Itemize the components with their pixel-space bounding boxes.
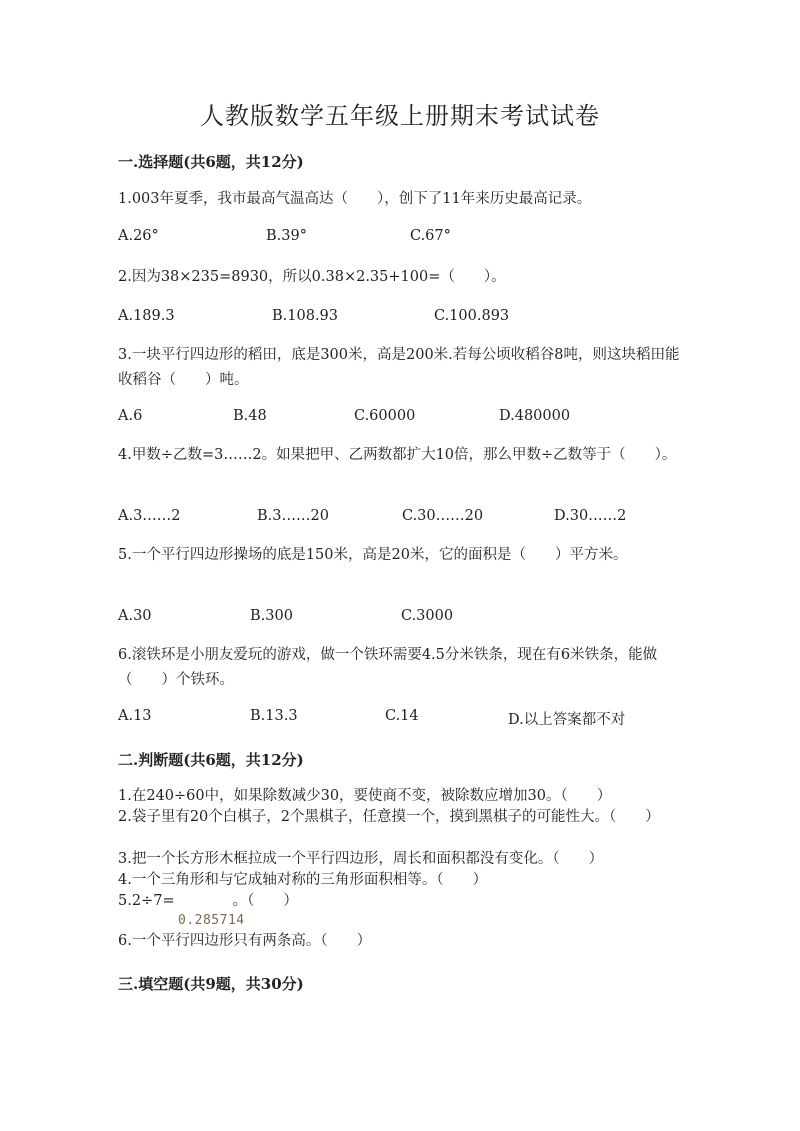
option: A.13 — [118, 708, 152, 724]
option: B.48 — [233, 408, 267, 424]
option: C.60000 — [354, 408, 416, 424]
option: D.以上答案都不对 — [508, 712, 626, 728]
option: C.30……20 — [402, 508, 484, 524]
option: B.13.3 — [250, 708, 298, 724]
option: C.3000 — [401, 608, 454, 624]
page-title: 人教版数学五年级上册期末考试试卷 — [200, 102, 600, 130]
option: A.3……2 — [118, 508, 181, 524]
option: A.26° — [118, 228, 159, 244]
judge-item-3: 3.把一个长方形木框拉成一个平行四边形，周长和面积都没有变化。（ ） — [118, 851, 604, 867]
judge-item-6: 6.一个平行四边形只有两条高。（ ） — [118, 933, 372, 949]
choice-question-6: 6.滚铁环是小朋友爱玩的游戏，做一个铁环需要4.5分米铁条，现在有6米铁条，能做（ ）个铁环。 — [118, 647, 658, 688]
choice-options-6 — [118, 708, 718, 728]
option: D.480000 — [499, 408, 571, 424]
option: B.3……20 — [257, 508, 329, 524]
option: A.189.3 — [118, 308, 175, 324]
option: C.100.893 — [434, 308, 510, 324]
choice-question-2: 2.因为38×235=8930，所以0.38×2.35+100=（ ）。 — [118, 269, 506, 285]
repeating-decimal-annotation: 0.285714 — [178, 913, 245, 928]
choice-options-4 — [118, 508, 718, 528]
choice-question-4: 4.甲数÷乙数=3……2。如果把甲、乙两数都扩大10倍，那么甲数÷乙数等于（ ）。 — [118, 447, 677, 463]
choice-options-1 — [118, 228, 718, 248]
judge-item-2: 2.袋子里有20个白棋子，2个黑棋子，任意摸一个，摸到黑棋子的可能性大。（ ） — [118, 809, 660, 825]
option: C.67° — [410, 228, 451, 244]
choice-question-1: 1.003年夏季，我市最高气温高达（ ），创下了11年来历史最高记录。 — [118, 191, 592, 207]
section-heading-fill: 三.填空题(共9题，共30分) — [118, 975, 304, 993]
choice-question-5: 5.一个平行四边形操场的底是150米，高是20米，它的面积是（ ）平方米。 — [118, 547, 628, 563]
option: B.300 — [250, 608, 293, 624]
option: A.6 — [118, 408, 143, 424]
judge-item-5: 5.2÷7= 。（ ） — [118, 893, 298, 909]
option: D.30……2 — [554, 508, 627, 524]
judge-item-4: 4.一个三角形和与它成轴对称的三角形面积相等。（ ） — [118, 872, 488, 888]
option: C.14 — [385, 708, 419, 724]
choice-options-5 — [118, 608, 718, 628]
option: A.30 — [118, 608, 152, 624]
section-heading-choice: 一.选择题(共6题，共12分) — [118, 153, 304, 171]
option: B.108.93 — [272, 308, 339, 324]
choice-options-2 — [118, 308, 718, 328]
section-heading-judge: 二.判断题(共6题，共12分) — [118, 751, 304, 769]
judge-item-1: 1.在240÷60中，如果除数减少30，要使商不变，被除数应增加30。（ ） — [118, 788, 612, 804]
choice-question-3: 3.一块平行四边形的稻田，底是300米，高是200米.若每公顷收稻谷8吨，则这块稻田能收稻谷（ ）吨。 — [118, 347, 680, 388]
option: B.39° — [266, 228, 307, 244]
choice-options-3 — [118, 408, 718, 428]
